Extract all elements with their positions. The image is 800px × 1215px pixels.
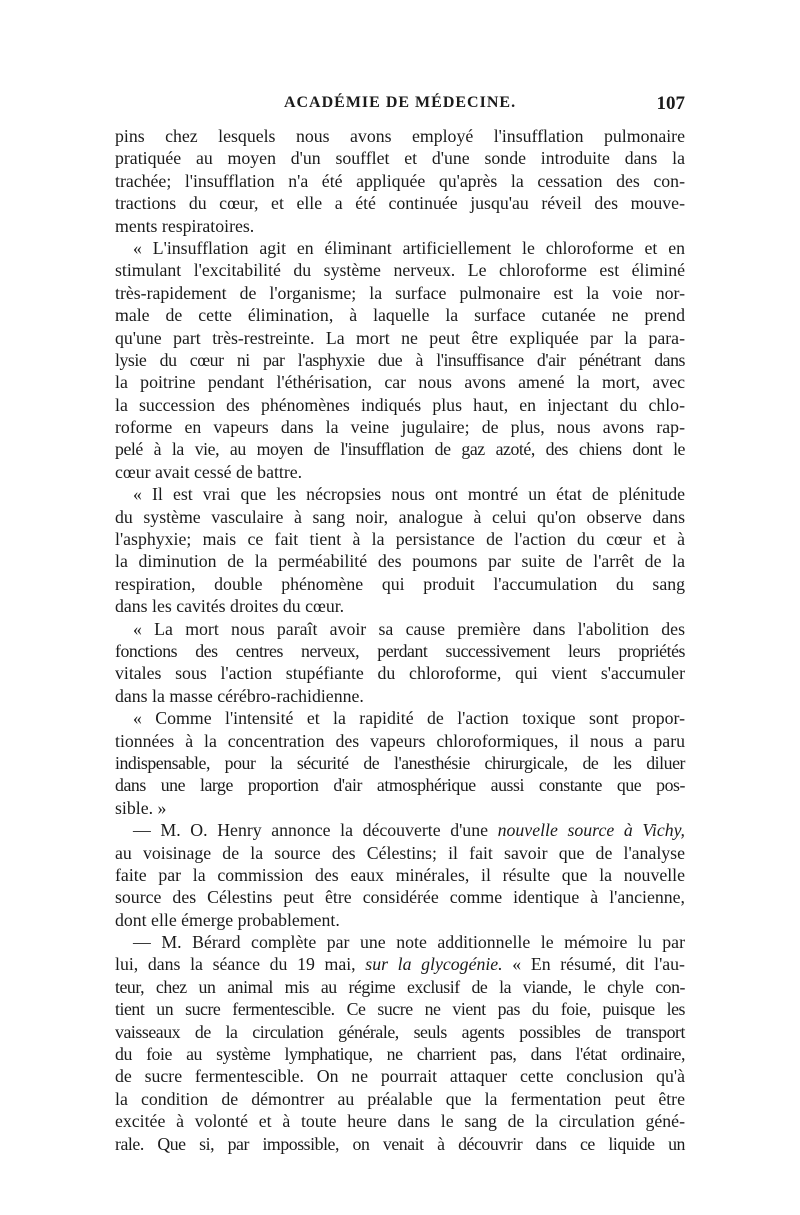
text-line: « L'insufflation agit en éliminant artificiellement le chloroforme et en <box>133 237 685 258</box>
text-line: rale. Que si, par impossible, on venait à découvrir dans ce liquide un <box>115 1133 685 1154</box>
text-line: pratiquée au moyen d'un soufflet et d'une sonde introduite dans la <box>115 148 685 169</box>
text-line: stimulant l'excitabilité du système nerveux. Le chloroforme est éliminé <box>115 260 685 281</box>
text-line: pelé à la vie, au moyen de l'insufflation de gaz azoté, des chiens dont le <box>115 439 685 460</box>
text-line: pins chez lesquels nous avons employé l'insufflation pulmonaire <box>115 126 685 146</box>
text-line: la diminution de la perméabilité des poumons par suite de l'arrêt de la <box>115 551 685 572</box>
text-line: excitée à volonté et à toute heure dans le sang de la circulation géné- <box>115 1111 685 1132</box>
text-line: ments respiratoires. <box>115 215 255 236</box>
text-segment: — M. O. Henry annonce la découverte d'une <box>133 820 488 841</box>
text-line <box>115 953 685 975</box>
text-line: faite par la commission des eaux minérales, il résulte que la nouvelle <box>115 864 685 885</box>
body-text <box>115 125 685 1155</box>
text-line: dans la masse cérébro-rachidienne. <box>115 685 364 706</box>
text-line: vitales sous l'action stupéfiante du chloroforme, qui vient s'accumuler <box>115 663 685 684</box>
running-title: ACADÉMIE DE MÉDECINE. <box>283 94 517 111</box>
text-line: au voisinage de la source des Célestins; il fait savoir que de l'analyse <box>115 842 685 863</box>
text-line: « La mort nous paraît avoir sa cause première dans l'abolition des <box>133 618 685 639</box>
text-line: la succession des phénomènes indiqués plus haut, en injectant du chlo- <box>115 394 685 415</box>
text-segment: « En résumé, dit l'au- <box>512 954 685 975</box>
text-line: indispensable, pour la sécurité de l'anesthésie chirurgicale, de les diluer <box>115 752 685 773</box>
text-line: « Il est vrai que les nécropsies nous ont montré un état de plénitude <box>133 484 685 505</box>
text-line: dans une large proportion d'air atmosphérique aussi constante que pos- <box>115 775 685 796</box>
text-line: male de cette élimination, à laquelle la surface cutanée ne prend <box>115 305 685 326</box>
text-line: trachée; l'insufflation n'a été appliquée qu'après la cessation des con- <box>115 170 685 191</box>
text-line: tractions du cœur, et elle a été continuée jusqu'au réveil des mouve- <box>115 193 685 214</box>
text-line: vaisseaux de la circulation générale, seuls agents possibles de transport <box>115 1021 685 1042</box>
text-line: teur, chez un animal mis au régime exclusif de la viande, le chyle con- <box>115 976 685 997</box>
text-line: dans les cavités droites du cœur. <box>115 596 345 617</box>
text-line: qu'une part très-restreinte. La mort ne peut être expliquée par la para- <box>115 327 685 348</box>
text-line: l'asphyxie; mais ce fait tient à la persistance de l'action du cœur et à <box>115 529 685 550</box>
text-line: roforme en vapeurs dans la veine jugulaire; de plus, nous avons rap- <box>115 417 685 438</box>
text-line: source des Célestins peut être considérée comme identique à l'ancienne, <box>115 887 685 908</box>
page-number: 107 <box>656 93 685 114</box>
text-line: fonctions des centres nerveux, perdant successivement leurs propriétés <box>115 640 685 661</box>
text-line: sible. » <box>115 797 167 818</box>
emphasis-glycogenie: sur la glycogénie. <box>365 954 503 975</box>
text-line: de sucre fermentescible. On ne pourrait attaquer cette conclusion qu'à <box>115 1066 685 1087</box>
text-line: du foie au système lymphatique, ne charrient pas, dans l'état ordinaire, <box>115 1044 685 1065</box>
text-line: tionnées à la concentration des vapeurs chloroformiques, il nous a paru <box>115 730 685 751</box>
text-line <box>115 819 685 841</box>
text-line: « Comme l'intensité et la rapidité de l'action toxique sont propor- <box>133 708 685 729</box>
text-line: cœur avait cessé de battre. <box>115 461 303 482</box>
emphasis-vichy: nouvelle source à Vichy, <box>497 820 685 841</box>
text-line: — M. Bérard complète par une note additionnelle le mémoire lu par <box>133 932 685 953</box>
running-header <box>115 94 685 118</box>
text-line: la condition de démontrer au préalable que la fermentation peut être <box>115 1088 685 1109</box>
text-line: respiration, double phénomène qui produit l'accumulation du sang <box>115 573 685 594</box>
text-line: lysie du cœur ni par l'asphyxie due à l'insuffisance d'air pénétrant dans <box>115 349 685 370</box>
text-line: du système vasculaire à sang noir, analogue à celui qu'on observe dans <box>115 506 685 527</box>
text-line: dont elle émerge probablement. <box>115 909 340 930</box>
text-line: tient un sucre fermentescible. Ce sucre ne vient pas du foie, puisque les <box>115 999 685 1020</box>
text-line: très-rapidement de l'organisme; la surface pulmonaire est la voie nor- <box>115 282 685 303</box>
text-segment: lui, dans la séance du 19 mai, <box>115 954 356 975</box>
text-line: la poitrine pendant l'éthérisation, car nous avons amené la mort, avec <box>115 372 685 393</box>
